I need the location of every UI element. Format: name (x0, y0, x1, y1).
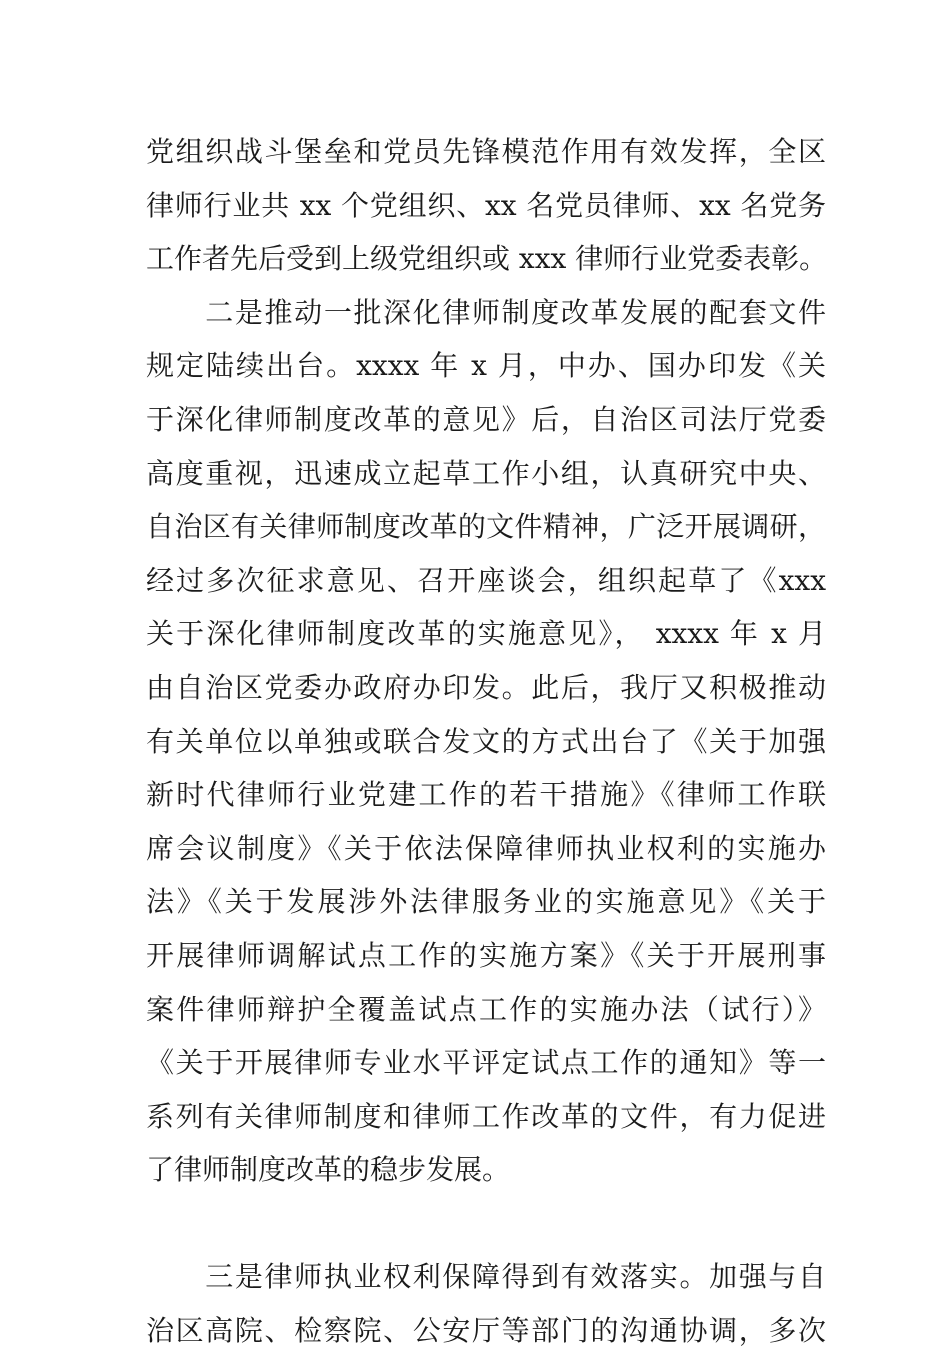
text-line: 由自治区党委办政府办印发。此后，我厅又积极推动 (146, 670, 826, 704)
text-line: 开展律师调解试点工作的实施方案》《关于开展刑事 (146, 938, 826, 972)
text-line: 律师行业共 xx 个党组织、xx 名党员律师、xx 名党务 (146, 188, 826, 222)
text-line: 工作者先后受到上级党组织或 xxx 律师行业党委表彰。 (146, 242, 828, 276)
text-line: 规定陆续出台。xxxx 年 x 月，中办、国办印发《关 (146, 349, 826, 383)
text-line: 于深化律师制度改革的意见》后，自治区司法厅党委 (146, 402, 826, 436)
text-line: 了律师制度改革的稳步发展。 (146, 1153, 511, 1187)
text-line: 治区高院、检察院、公安厅等部门的沟通协调，多次 (146, 1314, 826, 1348)
body-text (146, 125, 826, 1358)
text-line: 自治区有关律师制度改革的文件精神，广泛开展调研， (146, 510, 826, 544)
text-line: 系列有关律师制度和律师工作改革的文件，有力促进 (146, 1099, 826, 1133)
text-line: 新时代律师行业党建工作的若干措施》《律师工作联 (146, 778, 826, 812)
text-line: 席会议制度》《关于依法保障律师执业权利的实施办 (146, 831, 826, 865)
text-line: 案件律师辩护全覆盖试点工作的实施办法（试行）》 (146, 992, 826, 1026)
text-line: 党组织战斗堡垒和党员先锋模范作用有效发挥，全区 (146, 135, 826, 168)
text-line: 二是推动一批深化律师制度改革发展的配套文件 (146, 295, 826, 329)
text-line: 三是律师执业权利保障得到有效落实。加强与自 (146, 1260, 826, 1294)
text-line: 有关单位以单独或联合发文的方式出台了《关于加强 (146, 724, 826, 758)
text-line: 法》《关于发展涉外法律服务业的实施意见》《关于 (146, 885, 826, 919)
text-line: 关于深化律师制度改革的实施意见》， xxxx 年 x 月 (146, 617, 826, 651)
text-line: 《关于开展律师专业水平评定试点工作的通知》等一 (146, 1046, 826, 1080)
text-line: 经过多次征求意见、召开座谈会，组织起草了《xxx (146, 563, 826, 597)
text-line: 高度重视，迅速成立起草工作小组，认真研究中央、 (146, 456, 826, 490)
blank-line (146, 1197, 826, 1251)
